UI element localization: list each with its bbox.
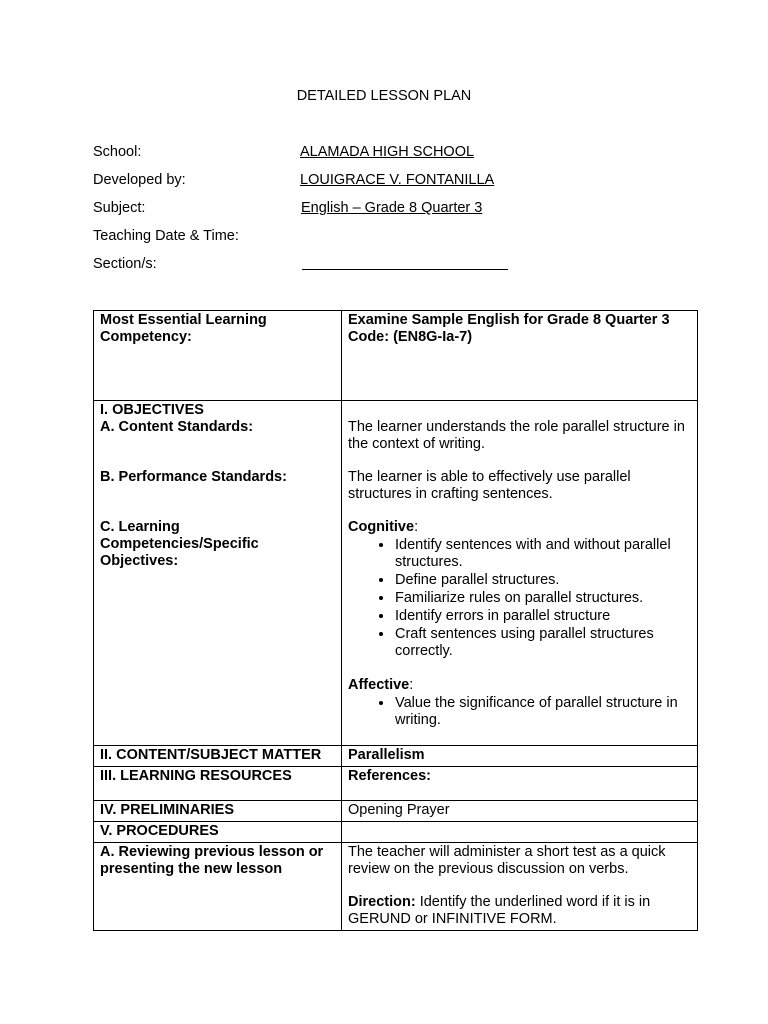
list-item: • Craft sentences using parallel structures correctly. [394,626,691,660]
school-value: ALAMADA HIGH SCHOOL [300,144,475,160]
list-item: • Value the significance of parallel structure in writing. [394,695,691,729]
document-title: DETAILED LESSON PLAN [296,88,472,104]
melc-value-line1: Examine Sample English for Grade 8 Quarter 3 [348,312,670,328]
preliminaries-row [94,801,698,822]
melc-label: Most Essential Learning Competency: [94,311,342,401]
subject-value: English – Grade 8 Quarter 3 [301,200,483,216]
review-label: A. Reviewing previous lesson or presenting the new lesson [94,843,342,931]
resources-row [94,767,698,801]
cognitive-label: Cognitive [348,519,415,535]
affective-label: Affective [348,677,410,693]
content-value: Parallelism [342,746,698,767]
teaching-date-label: Teaching Date & Time: [93,228,239,244]
objectives-row [94,401,698,746]
melc-value [342,311,698,401]
section-label: Section/s: [93,256,157,272]
melc-code: Code: (EN8G-Ia-7) [348,329,473,345]
preliminaries-label: IV. PRELIMINARIES [94,801,342,822]
school-label: School: [93,144,142,160]
direction-text: Identify the underlined word if it is in GERUND or INFINITIVE FORM. [348,894,651,927]
objectives-heading: I. OBJECTIVES [100,402,204,418]
content-row [94,746,698,767]
developer-label: Developed by: [93,172,186,188]
developer-value: LOUIGRACE V. FONTANILLA [300,172,495,188]
objectives-labels [94,401,342,746]
performance-standards-label: B. Performance Standards: [100,469,287,485]
learning-competencies-label: C. Learning Competencies/Specific Objectives: [100,519,259,569]
content-standards-text: The learner understands the role parallel structure in the context of writing. [348,419,685,452]
section-blank-line [302,269,508,270]
cognitive-heading: Cognitive: [348,519,419,535]
list-item: • Familiarize rules on parallel structures. [394,590,691,607]
melc-row [94,311,698,401]
affective-list [348,695,691,729]
affective-heading: Affective: [348,677,414,693]
list-item: • Identify sentences with and without parallel structures. [394,537,691,571]
resources-label: III. LEARNING RESOURCES [94,767,342,801]
lesson-plan-table [93,310,698,931]
review-text: The teacher will administer a short test as a quick review on the previous discussion on verbs. [348,844,666,877]
review-details [342,843,698,931]
direction-paragraph [348,894,691,928]
direction-label: Direction: [348,894,416,910]
cognitive-list [348,537,691,660]
list-item: • Identify errors in parallel structure [394,608,691,625]
subject-label: Subject: [93,200,146,216]
content-standards-label: A. Content Standards: [100,419,254,435]
preliminaries-value: Opening Prayer [342,801,698,822]
list-item: • Define parallel structures. [394,572,691,589]
objectives-details [342,401,698,746]
content-label: II. CONTENT/SUBJECT MATTER [94,746,342,767]
resources-value: References: [342,767,698,801]
performance-standards-text: The learner is able to effectively use parallel structures in crafting sentences. [348,469,631,502]
review-row [94,843,698,931]
procedures-heading: V. PROCEDURES [94,822,342,843]
procedures-row [94,822,698,843]
